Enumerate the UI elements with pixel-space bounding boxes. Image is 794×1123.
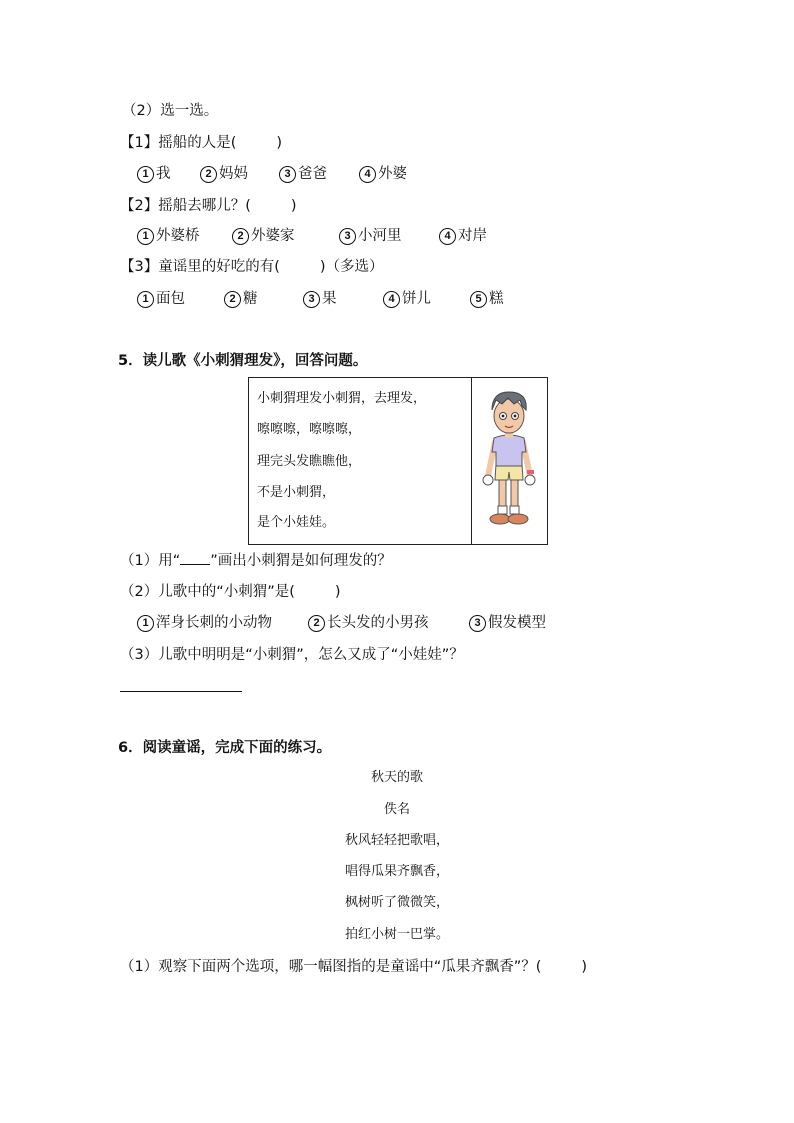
q4-sub1-prefix: 【1】摇船的人是( — [120, 135, 237, 151]
q4-sub3-option-1 — [137, 289, 185, 309]
q4-sub3-option-2 — [224, 289, 258, 309]
q5-poem-line-5: 是个小娃娃。 — [257, 515, 336, 530]
circled-number: 1 — [137, 615, 154, 632]
q5-q1-suffix: ”画出小刺猬是如何理发的？ — [210, 553, 392, 569]
q5-question-2 — [120, 582, 341, 602]
q6-poem-line-2: 唱得瓜果齐飘香， — [344, 864, 449, 879]
circled-number: 3 — [303, 291, 320, 308]
q4-sub2-option-1 — [137, 226, 200, 246]
q6-poem-line-4: 拍红小树一巴掌。 — [344, 927, 449, 942]
circled-number: 2 — [224, 291, 241, 308]
q6-q1-suffix: ) — [581, 959, 588, 975]
option-text: 外婆桥 — [156, 228, 200, 244]
option-text: 对岸 — [458, 228, 487, 244]
q4-sub2-option-2 — [232, 226, 295, 246]
option-text: 我 — [156, 166, 171, 182]
circled-number: 4 — [359, 166, 376, 183]
q4-sub1-option-1 — [137, 164, 171, 184]
q4-sub3-prefix: 【3】童谣里的好吃的有( — [120, 259, 280, 275]
circled-number: 1 — [137, 166, 154, 183]
poem-box-divider — [471, 377, 472, 544]
option-text: 饼儿 — [402, 291, 431, 307]
q4-sub1-option-2 — [200, 164, 248, 184]
q5-q2-option-1 — [137, 613, 272, 633]
circled-number: 2 — [200, 166, 217, 183]
q5-q2-option-2 — [308, 613, 429, 633]
q5-poem-line-3: 理完头发瞧瞧他， — [257, 454, 362, 469]
circled-number: 4 — [439, 228, 456, 245]
q4-sub3-option-3 — [303, 289, 337, 309]
q6-poem-title: 秋天的歌 — [370, 770, 423, 785]
q6-q1-prefix: （1）观察下面两个选项，哪一幅图指的是童谣中“瓜果齐飘香”？( — [120, 959, 542, 975]
circled-number: 3 — [339, 228, 356, 245]
q4-sub1-option-4 — [359, 164, 407, 184]
q6-title: 6．阅读童谣，完成下面的练习。 — [118, 740, 332, 756]
circled-number: 4 — [383, 291, 400, 308]
q4-sub2-option-3 — [339, 226, 402, 246]
q4-sub1-option-3 — [279, 164, 327, 184]
q4-sub2-option-4 — [439, 226, 487, 246]
q5-q2-prefix: （2）儿歌中的“小刺猬”是( — [120, 584, 295, 600]
q5-q1-prefix: （1）用“ — [120, 553, 181, 569]
q5-q2-suffix: ) — [334, 584, 341, 600]
option-text: 糖 — [243, 291, 258, 307]
circled-number: 2 — [308, 615, 325, 632]
option-text: 果 — [322, 291, 337, 307]
q4-sub3-option-4 — [383, 289, 431, 309]
circled-number: 1 — [137, 291, 154, 308]
underline-blank — [180, 552, 210, 565]
option-text: 妈妈 — [219, 166, 248, 182]
q5-poem-line-2: 嚓嚓嚓，嚓嚓嚓， — [257, 422, 362, 437]
circled-number: 3 — [279, 166, 296, 183]
q6-poem-line-1: 秋风轻轻把歌唱， — [344, 833, 449, 848]
q5-question-1 — [120, 551, 392, 571]
q6-question-1 — [120, 957, 587, 977]
q4-sub2-prefix: 【2】摇船去哪儿？( — [120, 198, 251, 214]
answer-line — [120, 691, 242, 692]
circled-number: 2 — [232, 228, 249, 245]
q5-poem-line-1: 小刺猬理发小刺猬，去理发， — [257, 391, 427, 406]
q4-sub3-question — [120, 257, 384, 277]
q4-sub2-question — [120, 196, 297, 216]
q6-poem-author: 佚名 — [383, 802, 410, 817]
option-text: 外婆家 — [251, 228, 295, 244]
q5-q2-option-3 — [469, 613, 546, 633]
q5-poem-line-4: 不是小刺猬， — [257, 485, 336, 500]
circled-number: 1 — [137, 228, 154, 245]
option-text: 浑身长刺的小动物 — [156, 615, 272, 631]
q4-sub3-suffix: )（多选） — [319, 259, 384, 275]
option-text: 爸爸 — [298, 166, 327, 182]
option-text: 长头发的小男孩 — [327, 615, 429, 631]
circled-number: 3 — [469, 615, 486, 632]
q6-poem-line-3: 枫树听了微微笑， — [344, 895, 449, 910]
q4-sub3-option-5 — [470, 289, 504, 309]
q5-question-3: （3）儿歌中明明是“小刺猬”，怎么又成了“小娃娃”？ — [120, 647, 464, 663]
q4-sub1-question — [120, 133, 282, 153]
q4-part2-heading: （2）选一选。 — [122, 103, 219, 119]
option-text: 小河里 — [358, 228, 402, 244]
q4-sub1-suffix: ) — [276, 135, 283, 151]
circled-number: 5 — [470, 291, 487, 308]
q4-sub2-suffix: ) — [290, 198, 297, 214]
boy-illustration — [478, 386, 540, 532]
option-text: 面包 — [156, 291, 185, 307]
option-text: 糕 — [489, 291, 504, 307]
q5-title: 5．读儿歌《小刺猬理发》，回答问题。 — [118, 353, 368, 369]
option-text: 假发模型 — [488, 615, 546, 631]
option-text: 外婆 — [378, 166, 407, 182]
